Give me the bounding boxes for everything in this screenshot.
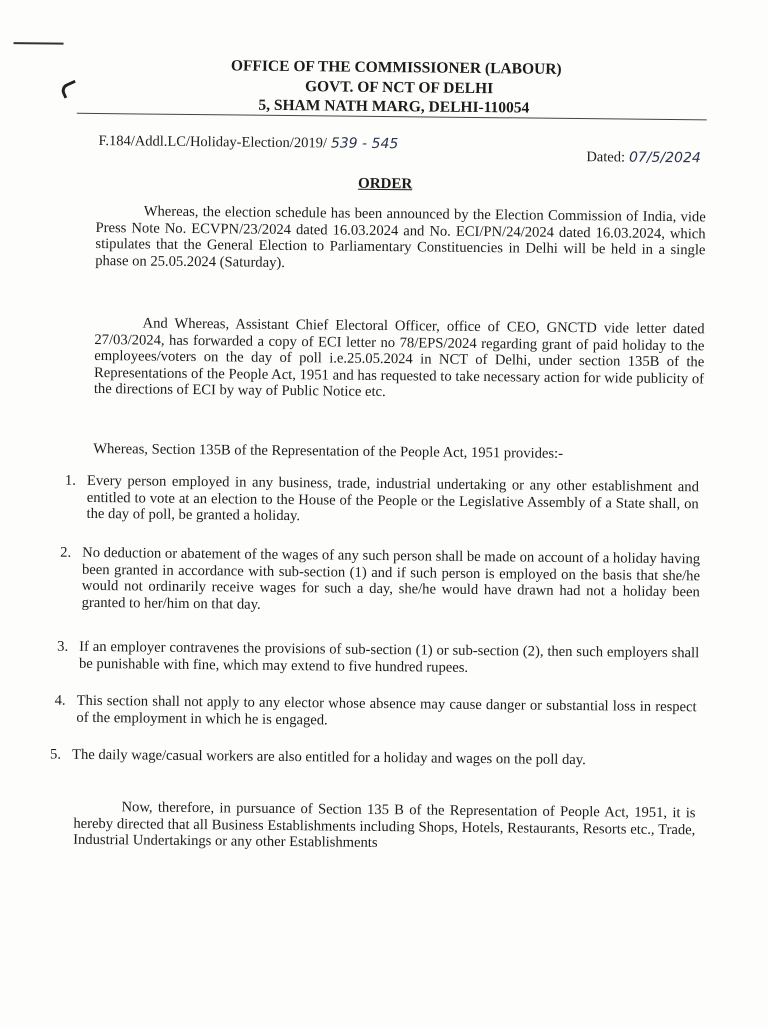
- date-line: [586, 149, 701, 167]
- paragraph-directive: Now, therefore, in pursuance of Section 135 B of the Representation of People Act, 1951, it is hereby directed that all Business Establishments including Shops, Hotels, Restaurants, Resorts etc., Trade, Industrial Undertakings or any other Establishments: [73, 799, 696, 851]
- file-number: F.184/Addl.LC/Holiday-Election/2019/: [98, 133, 327, 152]
- letterhead-govt: GOVT. OF NCT OF DELHI: [304, 78, 494, 98]
- provision-text: The daily wage/casual workers are also entitled for a holiday and wages on the poll day.: [71, 746, 586, 769]
- provision-text: If an employer contravenes the provisions of sub-section (1) or sub-section (2), then such employers shall be punishable with fine, which may extend to five hundred rupees.: [78, 638, 700, 676]
- letterhead-address: 5, SHAM NATH MARG, DELHI-110054: [258, 96, 530, 117]
- provision-item: [54, 692, 697, 732]
- provision-number: 5.: [49, 746, 62, 763]
- provision-text: This section shall not apply to any elector whose absence may cause danger or substantial loss in respect of the employment in which he is engaged.: [76, 692, 697, 728]
- letterhead-office: OFFICE OF THE COMMISSIONER (LABOUR): [230, 57, 562, 78]
- provision-item: [49, 746, 698, 770]
- order-title: ORDER: [357, 175, 413, 193]
- provision-text: No deduction or abatement of the wages of any such person shall be made on account of a holiday having been granted in accordance with sub-section (1) and if such person is employed on the basis that she/he would not ordinarily receive wages for such a day, she/he would have drawn had not a holiday been granted to her/him on that day.: [81, 544, 701, 613]
- provision-text: Every person employed in any business, trade, industrial undertaking or any other establishment and entitled to vote at an election to the House of the People or the Legislative Assembly of a State shall, on the day of poll, be granted a holiday.: [86, 472, 699, 525]
- provision-item: [60, 544, 701, 617]
- paragraph-section-intro: Whereas, Section 135B of the Representation of the People Act, 1951 provides:-: [93, 440, 564, 462]
- provision-number: 4.: [54, 692, 66, 709]
- provision-item: [64, 472, 699, 529]
- provision-item: [57, 638, 700, 678]
- dated-label: Dated:: [586, 149, 626, 166]
- pen-mark: [14, 42, 64, 45]
- provision-number: 2.: [60, 544, 72, 561]
- paragraph-ceo-letter: And Whereas, Assistant Chief Electoral Officer, office of CEO, GNCTD vide letter dated 27/03/2024, has forwarded a copy of ECI letter no 78/EPS/2024 regarding grant of paid holiday to the employees/voters on the day of poll i.e.25.05.2024 in NCT of Delhi, under section 135B of the Representations of the People Act, 1951 and has requested to take necessary action for wide publicity of the directions of ECI by way of Public Notice etc.: [93, 315, 705, 401]
- letterhead: [0, 0, 768, 117]
- handwritten-dispatch-number: 539 - 545: [330, 135, 399, 153]
- hook-mark: [59, 80, 80, 99]
- provision-number: 1.: [64, 472, 76, 489]
- file-reference: [98, 133, 398, 153]
- paragraph-election-schedule: Whereas, the election schedule has been announced by the Election Commission of India, vide Press Note No. ECVPN/23/2024 dated 16.03.2024 and No. ECI/PN/24/2024 dated 16.03.2024, which stipulates that the General Election to Parliamentary Constituencies in Delhi will be held in a single phase on 25.05.2024 (Saturday).: [95, 203, 706, 271]
- provision-number: 3.: [57, 638, 69, 655]
- handwritten-date: 07/5/2024: [628, 149, 701, 167]
